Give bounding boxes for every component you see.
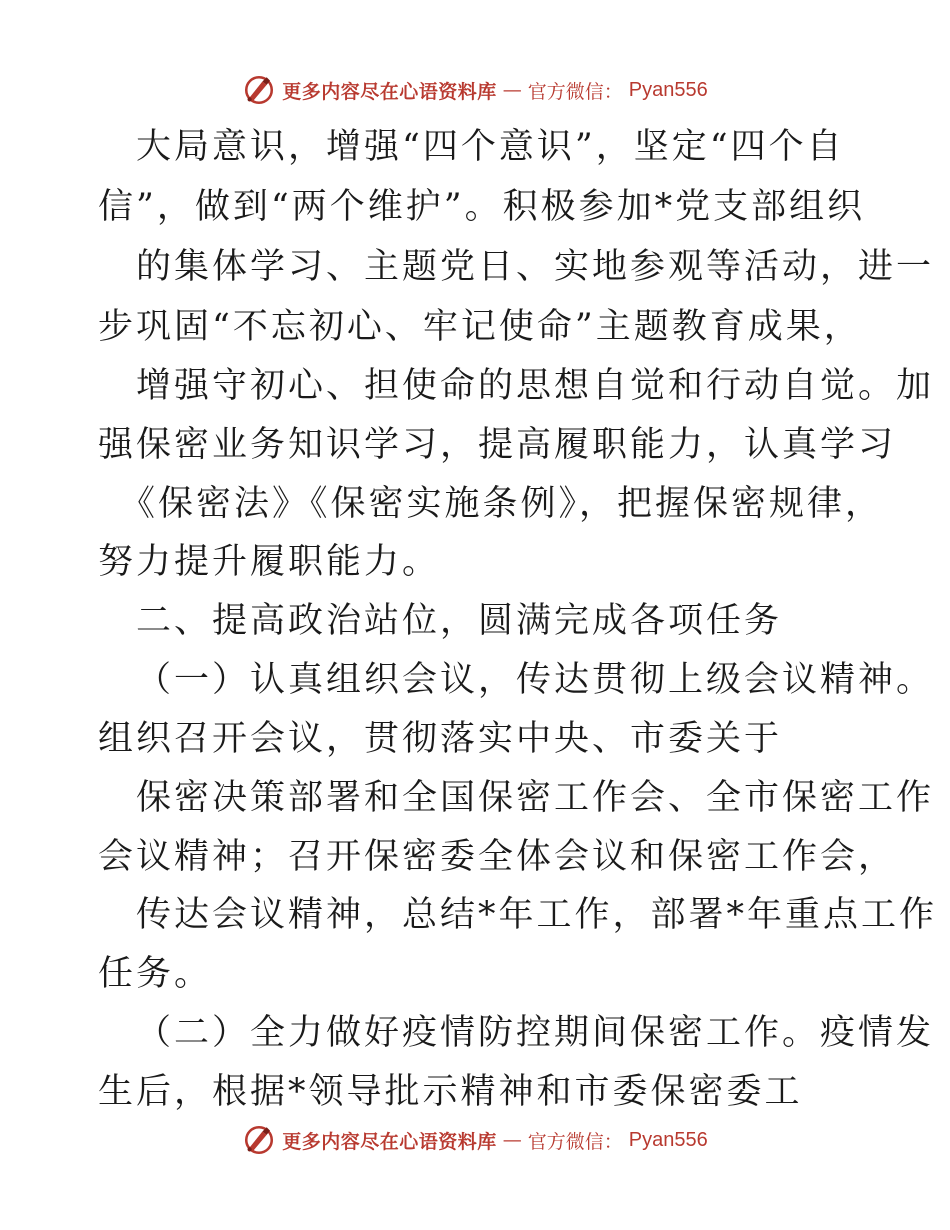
body-line: 大局意识，增强“四个意识”，坚定“四个自 — [136, 127, 845, 167]
body-line: 任务。 — [98, 954, 213, 994]
body-line: 《保密法》《保密实施条例》，把握保密规律， — [120, 484, 884, 524]
body-line: 组织召开会议，贯彻落实中央、市委关于 — [98, 719, 783, 759]
subsection-heading: （一）认真组织会议，传达贯彻上级会议精神。 — [136, 660, 935, 700]
watermark-separator: — — [502, 79, 522, 101]
watermark-wechat-id: Pyan556 — [628, 1128, 708, 1151]
watermark-separator: — — [502, 1129, 522, 1151]
footer-watermark — [0, 1120, 950, 1160]
body-line: 信”，做到“两个维护”。积极参加*党支部组织 — [98, 187, 866, 227]
body-line: 传达会议精神，总结*年工作，部署*年重点工作 — [136, 895, 938, 935]
body-line: 保密决策部署和全国保密工作会、全市保密工作 — [136, 778, 935, 818]
subsection-heading: （二）全力做好疫情防控期间保密工作。疫情发 — [136, 1013, 935, 1053]
body-line: 努力提升履职能力。 — [98, 542, 441, 582]
watermark-label: 官方微信： — [527, 1130, 623, 1153]
body-line: 增强守初心、担使命的思想自觉和行动自觉。加 — [136, 366, 935, 406]
body-line: 会议精神；召开保密委全体会议和保密工作会， — [98, 837, 897, 877]
watermark-wechat-id: Pyan556 — [628, 78, 708, 101]
body-line: 步巩固“不忘初心、牢记使命”主题教育成果， — [98, 307, 862, 347]
body-line: 强保密业务知识学习，提高履职能力，认真学习 — [98, 425, 897, 465]
watermark-label: 官方微信： — [527, 80, 623, 103]
body-line: 的集体学习、主题党日、实地参观等活动，进一 — [136, 247, 935, 287]
watermark-site-text: 更多内容尽在心语资料库 — [282, 1130, 497, 1153]
pen-logo-icon — [242, 1123, 276, 1157]
watermark-site-text: 更多内容尽在心语资料库 — [282, 80, 497, 103]
body-line: 生后，根据*领导批示精神和市委保密委工 — [98, 1072, 803, 1112]
section-heading: 二、提高政治站位，圆满完成各项任务 — [136, 601, 783, 641]
